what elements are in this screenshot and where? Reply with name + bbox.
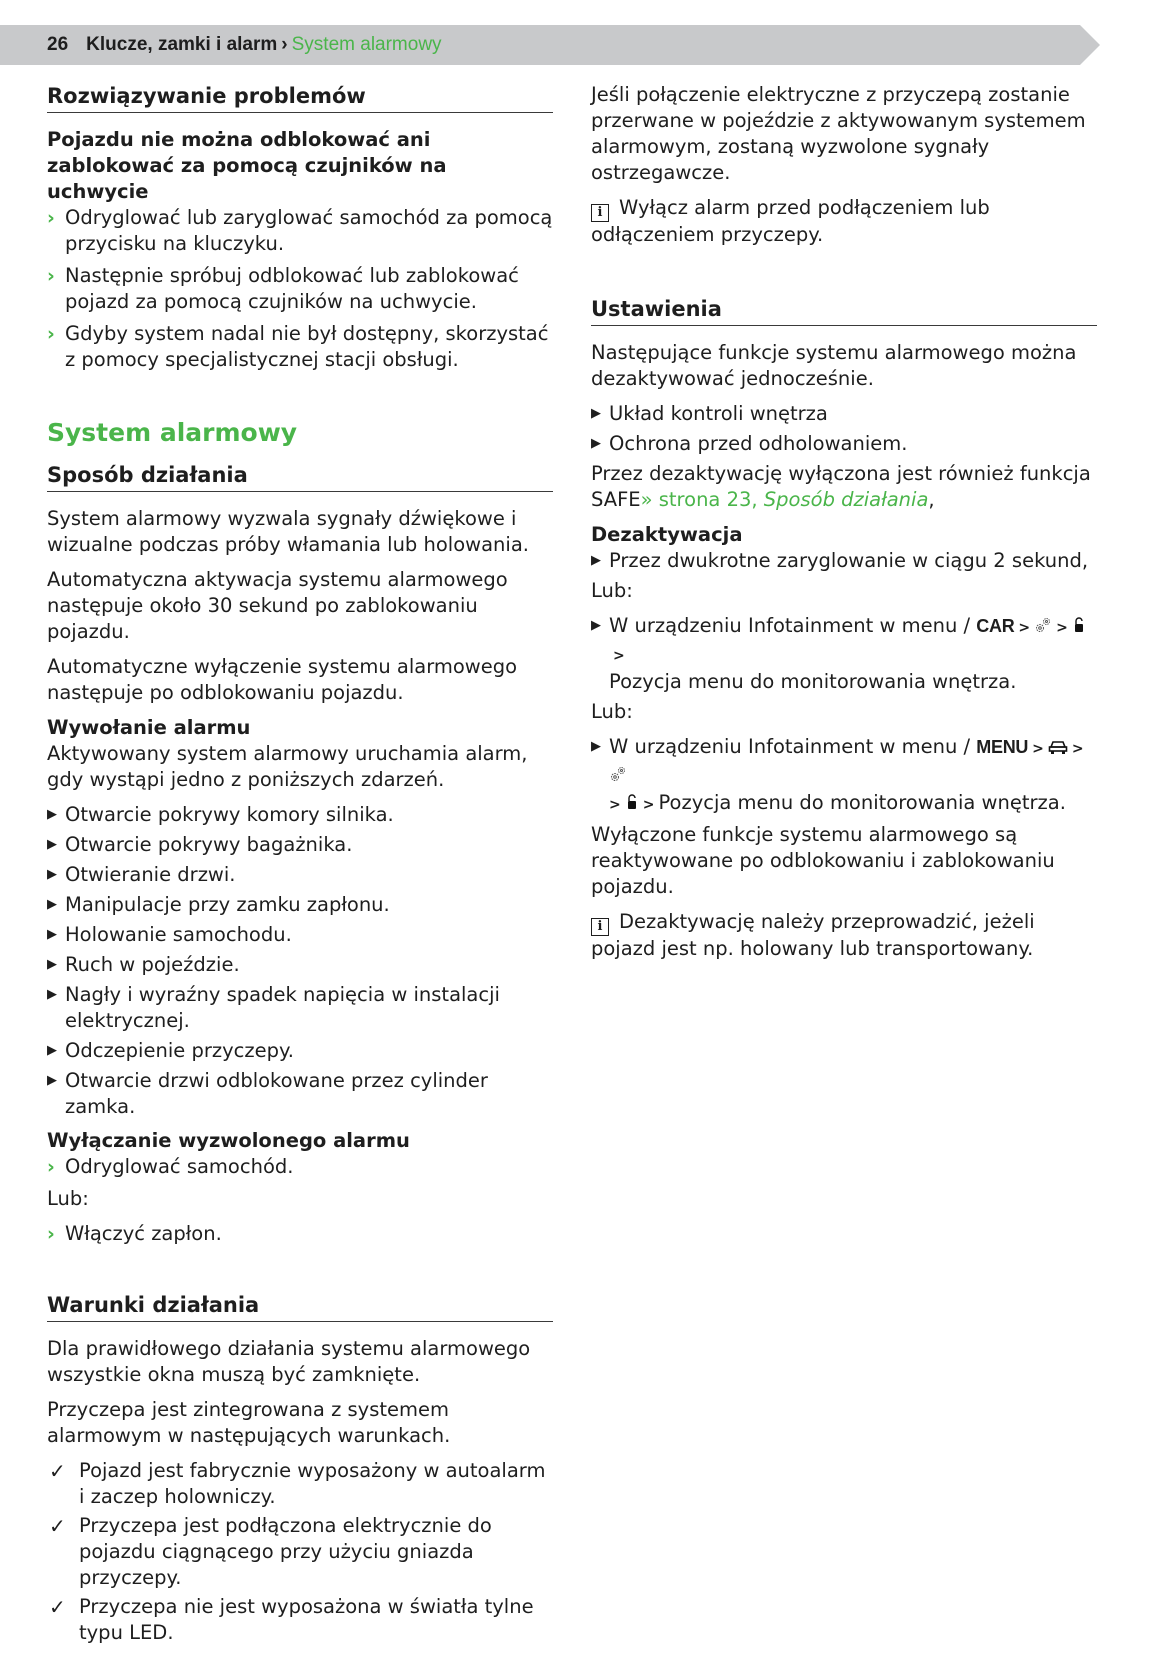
trigger-list (47, 802, 553, 1120)
menu-separator: > (642, 797, 655, 813)
info-icon: i (591, 204, 609, 222)
condition-text: Pojazd jest fabrycznie wyposażony w autoalarm i zaczep holowniczy. (79, 1459, 546, 1508)
running-header (47, 33, 442, 57)
page-number: 26 (47, 34, 69, 55)
triangle-bullet-icon: ▶ (47, 987, 57, 1002)
switch-off-subheading: Wyłączanie wyzwolonego alarmu (47, 1129, 410, 1152)
trigger-subheading: Wywołanie alarmu (47, 716, 251, 739)
list-item (47, 802, 553, 828)
step-text: Odryglować lub zaryglować samochód za pomocą przycisku na kluczyku. (65, 206, 553, 255)
triangle-bullet-icon: ▶ (47, 837, 57, 852)
option-text: W urządzeniu Infotainment w menu / (609, 614, 977, 637)
alarm-system-heading: System alarmowy (47, 418, 298, 447)
triangle-bullet-icon: ▶ (47, 1043, 57, 1058)
list-item-text: Otwarcie pokrywy bagażnika. (65, 833, 353, 856)
triangle-bullet-icon: ▶ (591, 618, 601, 633)
list-item-text: Ruch w pojeździe. (65, 953, 240, 976)
condition-item (47, 1458, 553, 1510)
list-item-text: Odczepienie przyczepy. (65, 1039, 294, 1062)
checkmark-icon: ✓ (49, 1459, 66, 1483)
or-label: Lub: (47, 1187, 89, 1210)
step-arrow-icon: › (47, 207, 55, 229)
list-item-text: Układ kontroli wnętrza (609, 402, 828, 425)
link-prefix: » strona 23, (640, 488, 764, 511)
unlocked-padlock-icon (1072, 615, 1086, 641)
menu-separator: > (609, 797, 621, 813)
step-arrow-icon: › (47, 1223, 55, 1245)
list-item (47, 922, 553, 948)
chapter-title: Klucze, zamki i alarm (86, 34, 278, 55)
safe-text: Przez dezaktywację wyłączona jest również funkcja SAFE (591, 462, 1091, 511)
checkmark-icon: ✓ (49, 1514, 66, 1538)
switch-off-step (47, 1154, 553, 1180)
triangle-bullet-icon: ▶ (47, 957, 57, 972)
deactivation-subheading: Dezaktywacja (591, 523, 743, 546)
step-text: Odryglować samochód. (65, 1155, 294, 1178)
step-text: Włączyć zapłon. (65, 1222, 222, 1245)
triangle-bullet-icon: ▶ (47, 1073, 57, 1088)
condition-text: Przyczepa jest podłączona elektrycznie do pojazdu ciągnącego przy użyciu gniazda przyczepy. (79, 1514, 492, 1589)
right-column (591, 82, 1097, 971)
settings-heading: Ustawienia (591, 295, 1097, 326)
triangle-bullet-icon: ▶ (47, 867, 57, 882)
checkmark-icon: ✓ (49, 1595, 66, 1619)
left-column (47, 82, 553, 1649)
or-label: Lub: (591, 579, 633, 602)
triangle-bullet-icon: ▶ (47, 927, 57, 942)
deactivation-option (591, 613, 1097, 695)
paragraph: Automatyczne wyłączenie systemu alarmowego następuje po odblokowaniu pojazdu. (47, 655, 518, 704)
condition-item (47, 1594, 553, 1646)
settings-intro: Następujące funkcje systemu alarmowego można dezaktywować jednocześnie. (591, 341, 1077, 390)
deactivation-note (591, 909, 1097, 962)
list-item-text: Nagły i wyraźny spadek napięcia w instalacji elektrycznej. (65, 983, 500, 1032)
list-item-text: Otwieranie drzwi. (65, 863, 236, 886)
paragraph: Przyczepa jest zintegrowana z systemem alarmowym w następujących warunkach. (47, 1398, 451, 1447)
paragraph: System alarmowy wyzwala sygnały dźwiękowe i wizualne podczas próby włamania lub holowania. (47, 507, 529, 556)
reactivation-paragraph: Wyłączone funkcje systemu alarmowego są reaktywowane po odblokowaniu i zablokowaniu pojazdu. (591, 823, 1055, 898)
list-item-text: Ochrona przed odholowaniem. (609, 432, 908, 455)
option-text: W urządzeniu Infotainment w menu / (609, 735, 977, 758)
list-item-text: Otwarcie pokrywy komory silnika. (65, 803, 394, 826)
troubleshooting-heading: Rozwiązywanie problemów (47, 82, 553, 113)
step-text: Następnie spróbuj odblokować lub zablokować pojazd za pomocą czujników na uchwycie. (65, 264, 519, 313)
note-text: Dezaktywację należy przeprowadzić, jeżeli pojazd jest np. holowany lub transportowany. (591, 910, 1035, 960)
list-item (47, 1038, 553, 1064)
option-text: Przez dwukrotne zaryglowanie w ciągu 2 sekund, (609, 549, 1089, 572)
car-icon (1048, 736, 1068, 762)
trailer-note (591, 195, 1097, 248)
page-reference-link[interactable] (641, 488, 929, 511)
triangle-bullet-icon: ▶ (591, 406, 601, 421)
trailer-paragraph: Jeśli połączenie elektryczne z przyczepą zostanie przerwane w pojeździe z aktywowanym systemem alarmowym, zostaną wyzwolone sygnały ostrzegawcze. (591, 83, 1086, 184)
troubleshooting-step (47, 321, 553, 373)
menu-separator: > (1018, 620, 1031, 636)
list-item-text: Otwarcie drzwi odblokowane przez cylinder zamka. (65, 1069, 488, 1118)
section-title: System alarmowy (291, 34, 442, 55)
menu-separator: > (613, 648, 625, 664)
deactivation-option (591, 548, 1097, 574)
triangle-bullet-icon: ▶ (47, 897, 57, 912)
triangle-bullet-icon: ▶ (47, 807, 57, 822)
step-arrow-icon: › (47, 265, 55, 287)
list-item (47, 832, 553, 858)
list-item (47, 982, 553, 1034)
link-title: Sposób działania (763, 488, 929, 511)
operation-heading: Sposób działania (47, 461, 553, 492)
list-item (591, 401, 1097, 427)
list-item (591, 431, 1097, 457)
step-arrow-icon: › (47, 1156, 55, 1178)
unlocked-padlock-icon (625, 792, 639, 818)
gear-icon (609, 764, 627, 790)
list-item-text: Manipulacje przy zamku zapłonu. (65, 893, 390, 916)
breadcrumb-separator: › (281, 34, 288, 55)
paragraph: Dla prawidłowego działania systemu alarmowego wszystkie okna muszą być zamknięte. (47, 1337, 531, 1386)
trigger-intro: Aktywowany system alarmowy uruchamia alarm, gdy wystąpi jedno z poniższych zdarzeń. (47, 742, 528, 791)
list-item (47, 862, 553, 888)
troubleshooting-subtitle: Pojazdu nie można odblokować ani zablokować za pomocą czujników na uchwycie (47, 128, 447, 203)
list-item-text: Holowanie samochodu. (65, 923, 292, 946)
menu-separator: > (1056, 620, 1068, 636)
option-suffix: Pozycja menu do monitorowania wnętrza. (609, 670, 1017, 693)
car-menu-key: CAR (976, 616, 1015, 636)
conditions-heading: Warunki działania (47, 1291, 553, 1322)
safe-paragraph (591, 461, 1097, 513)
safe-suffix: , (928, 488, 935, 511)
step-arrow-icon: › (47, 323, 55, 345)
note-text: Wyłącz alarm przed podłączeniem lub odłączeniem przyczepy. (591, 196, 990, 246)
triangle-bullet-icon: ▶ (591, 553, 601, 568)
gear-icon (1034, 615, 1052, 641)
troubleshooting-step (47, 263, 553, 315)
deactivation-option (591, 734, 1097, 818)
list-item (47, 952, 553, 978)
step-text: Gdyby system nadal nie był dostępny, skorzystać z pomocy specjalistycznej stacji obsługi. (65, 322, 549, 371)
paragraph: Automatyczna aktywacja systemu alarmowego następuje około 30 sekund po zablokowaniu pojazdu. (47, 568, 508, 643)
menu-separator: > (1032, 741, 1044, 757)
option-suffix: Pozycja menu do monitorowania wnętrza. (658, 791, 1066, 814)
list-item (47, 1068, 553, 1120)
triangle-bullet-icon: ▶ (591, 739, 601, 754)
or-label: Lub: (591, 700, 633, 723)
info-icon: i (591, 918, 609, 936)
condition-text: Przyczepa nie jest wyposażona w światła tylne typu LED. (79, 1595, 534, 1644)
menu-separator: > (1071, 741, 1084, 757)
triangle-bullet-icon: ▶ (591, 436, 601, 451)
condition-item (47, 1513, 553, 1591)
main-menu-key: MENU (976, 737, 1029, 757)
list-item (47, 892, 553, 918)
switch-off-step (47, 1221, 553, 1247)
troubleshooting-step (47, 205, 553, 257)
